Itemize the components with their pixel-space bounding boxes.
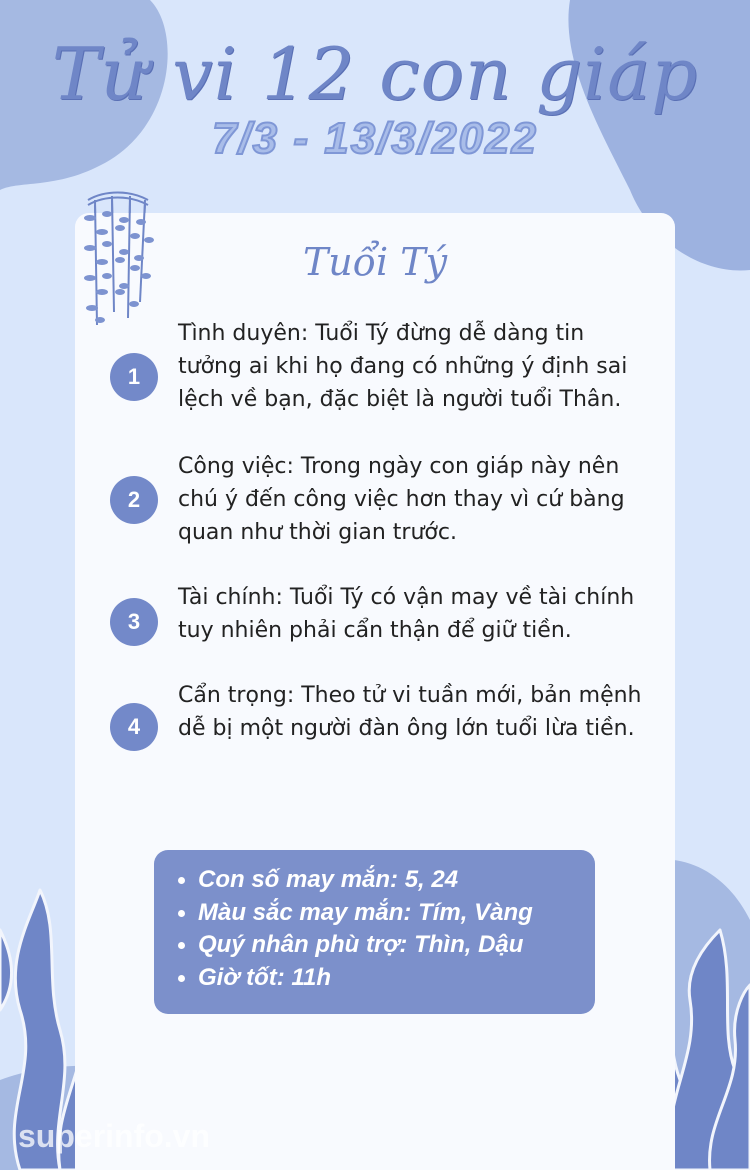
item-text: Công việc: Trong ngày con giáp này nên chú ý đến công việc hơn thay vì cứ bàng quan như thời gian trước. — [178, 454, 625, 545]
watermark: superinfo.vn — [18, 1118, 211, 1154]
number-badge: 4 — [110, 703, 158, 751]
section-title: Tuổi Tý — [302, 240, 448, 284]
helper-signs: Quý nhân phù trợ: Thìn, Dậu — [198, 929, 595, 962]
number-badge: 1 — [110, 353, 158, 401]
item-text: Tình duyên: Tuổi Tý đừng dễ dàng tin tưởng ai khi họ đang có những ý định sai lệch về bạn, đặc biệt là người tuổi Thân. — [178, 321, 628, 412]
lucky-info-list — [154, 850, 595, 994]
lucky-color: Màu sắc may mắn: Tím, Vàng — [198, 897, 595, 930]
number-badge: 3 — [110, 598, 158, 646]
item-text: Cẩn trọng: Theo tử vi tuần mới, bản mệnh dễ bị một người đàn ông lớn tuổi lừa tiền. — [178, 683, 642, 741]
date-range: 7/3 - 13/3/2022 — [211, 114, 538, 163]
number-badge: 2 — [110, 476, 158, 524]
item-text: Tài chính: Tuổi Tý có vận may về tài chính tuy nhiên phải cẩn thận để giữ tiền. — [178, 585, 635, 643]
lucky-number: Con số may mắn: 5, 24 — [198, 864, 595, 897]
good-hour: Giờ tốt: 11h — [198, 962, 595, 995]
page-title: Tử vi 12 con giáp — [51, 32, 699, 116]
lucky-info-box — [154, 850, 595, 1014]
